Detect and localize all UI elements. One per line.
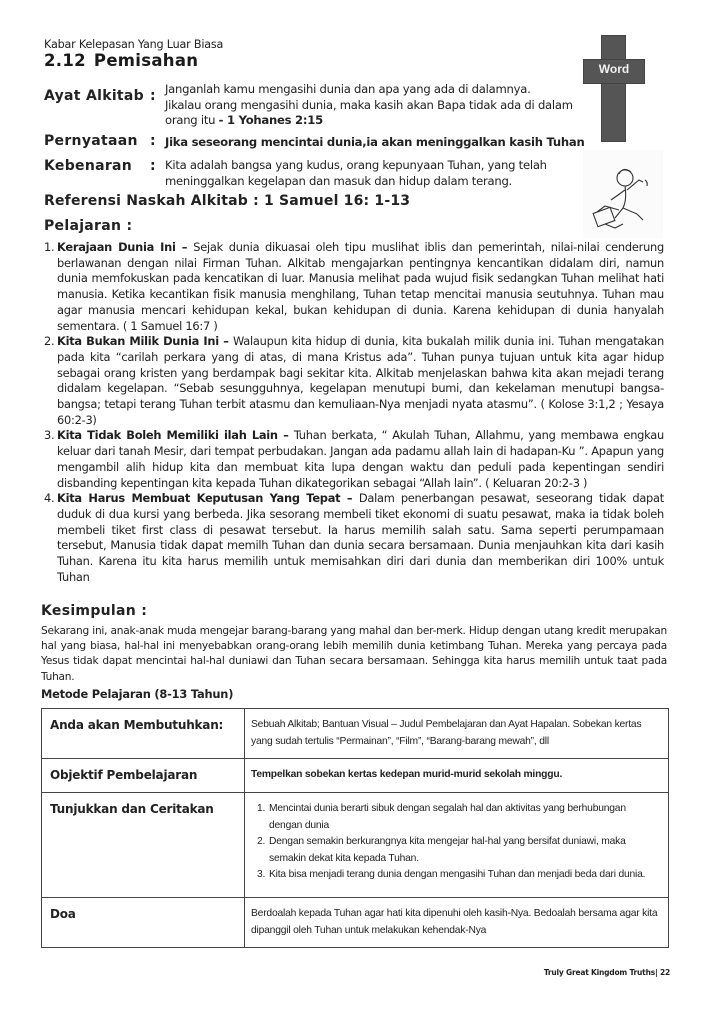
ayat-line-1: Janganlah kamu mengasihi dunia dan apa yang ada di dalamnya.: [165, 82, 531, 96]
list-number: 1.: [257, 803, 266, 814]
table-key: Objektif Pembelajaran: [42, 759, 245, 793]
list-item: [257, 801, 660, 834]
ayat-alkitab-text: [165, 82, 585, 129]
lesson-item-text: Dalam penerbangan pesawat, seseorang tidak dapat duduk di dua kursi yang berbeda. Jika sesorang membeli tiket ekonomi di suatu pesawat, maka ia tidak boleh membeli tiket first class di pesawat tersebut. Ia harus memilih salah satu. Sama seperti perumpamaan tersebut, Manusia tidak dapat memilh Tuhan dan dunia secara bersamaan. Dunia menjauhkan kita dari kasih Tuhan. Karena itu kita harus memilih untuk memisahkan diri dari dunia dan memberikan diri 100% untuk Tuhan: [57, 491, 664, 584]
lesson-number: 1.: [44, 240, 55, 254]
table-value: Tempelkan sobekan kertas kedepan murid-murid sekolah minggu.: [245, 759, 669, 793]
lesson-item-title: Kita Tidak Boleh Memiliki ilah Lain: [57, 428, 278, 443]
ayat-alkitab-label: Ayat Alkitab: [44, 88, 144, 104]
cross-word-icon: [583, 35, 645, 142]
ayat-reference: - 1 Yohanes 2:15: [218, 113, 323, 127]
lesson-title: Pemisahan: [93, 51, 199, 70]
table-value: Sebuah Alkitab; Bantuan Visual – Judul Pembelajaran dan Ayat Hapalan. Sobekan kertas yang sudah tertulis “Permainan”, “Film”, “Barang-barang mewah”, dll: [245, 709, 669, 759]
lesson-number: 4.: [44, 491, 55, 506]
ayat-alkitab-colon: :: [150, 88, 156, 104]
table-row: [42, 898, 669, 948]
list-number: 3.: [257, 869, 266, 880]
table-value: Berdoalah kepada Tuhan agar hati kita dipenuhi oleh kasih-Nya. Bedoalah bersama agar kita dipanggil oleh Tuhan untuk melakukan kehendak-Nya: [245, 898, 669, 948]
table-key: Anda akan Membutuhkan:: [42, 709, 245, 759]
list-text: Mencintai dunia berarti sibuk dengan segalah hal dan aktivitas yang berhubungan dengan dunia: [269, 803, 626, 831]
kesimpulan-heading: Kesimpulan :: [41, 603, 148, 619]
lesson-number: 3.: [44, 428, 55, 443]
lesson-item-text: Walaupun kita hidup di dunia, kita bukalah milik dunia ini. Tuhan mengatakan pada kita “carilah perkara yang di atas, di mana Kristus ada”. Tuhan punya tujuan untuk kita agar hidup sebagai orang kristen yang berdampak bagi sekitar kita. Alkitab menjelaskan bahwa kita akan mejadi terang didalam kegelapan. “Sebab sesungguhnya, kegelapan menutupi bumi, dan kekelaman menutupi bangsa-bangsa; tetapi terang Tuhan terbit atasmu dan kemuliaan-Nya menjadi nyata atasmu”. ( Kolose 3:1,2 ; Yesaya 60:2-3): [57, 334, 664, 427]
ayat-line-3: [165, 113, 585, 129]
page-title: [44, 51, 198, 70]
kebenaran-line-2: meninggalkan kegelapan dan masuk dan hidup dalam terang.: [165, 173, 512, 188]
kebenaran-label: Kebenaran: [44, 158, 133, 174]
lesson-number: 2.: [44, 334, 55, 349]
lesson-dash: –: [175, 240, 194, 254]
word-badge-label: Word: [598, 62, 630, 76]
list-number: 2.: [257, 836, 266, 847]
pernyataan-label: Pernyataan: [44, 133, 138, 149]
lesson-number: 2.12: [44, 51, 86, 70]
book-title: Truly Great Kingdom Truths: [543, 968, 655, 977]
illustration-person-leaving-icon: [583, 150, 663, 238]
kebenaran-line-1: Kita adalah bangsa yang kudus, orang kepunyaan Tuhan, yang telah: [165, 158, 547, 172]
lesson-list: [44, 240, 664, 585]
metode-table: [41, 708, 669, 948]
list-item: [257, 867, 660, 884]
footer-separator: |: [654, 968, 658, 977]
lesson-item: [44, 491, 664, 585]
kebenaran-text: [165, 158, 585, 189]
lesson-item: [44, 240, 664, 334]
lesson-dash: –: [340, 491, 359, 506]
ayat-line-3-text: orang itu: [165, 113, 219, 127]
kebenaran-colon: :: [150, 158, 156, 174]
list-text: Kita bisa menjadi terang dunia dengan mengasihi Tuhan dan menjadi beda dari dunia.: [269, 869, 646, 880]
metode-heading: Metode Pelajaran (8-13 Tahun): [41, 687, 234, 701]
ayat-line-2: Jikalau orang mengasihi dunia, maka kasih akan Bapa tidak ada di dalam: [165, 97, 573, 112]
pelajaran-heading: Pelajaran :: [44, 218, 133, 234]
lesson-item-title: Kita Harus Membuat Keputusan Yang Tepat: [57, 491, 341, 506]
referensi-heading: Referensi Naskah Alkitab : 1 Samuel 16: 1-13: [44, 193, 411, 209]
lesson-item-title: Kerajaan Dunia Ini: [57, 240, 176, 254]
series-title: Kabar Kelepasan Yang Luar Biasa: [44, 38, 224, 51]
table-key: Tunjukkan dan Ceritakan: [42, 793, 245, 898]
page-footer: [544, 968, 670, 977]
page-number: 22: [659, 968, 670, 977]
pernyataan-text: Jika seseorang mencintai dunia,ia akan meninggalkan kasih Tuhan: [165, 135, 585, 149]
lesson-item: [44, 334, 664, 428]
lesson-item-text: Tuhan berkata, “ Akulah Tuhan, Allahmu, yang membawa engkau keluar dari tanah Mesir, dari tempat perbudakan. Jangan ada padamu allah lain di hadapan-Ku ”. Apapun yang mengambil alih hidup kita dan membuat kita lupa dengan waktu dan peduli pada kepentingan sendiri disbanding kepentingan kita kepada Tuhan dikategorikan sebagai “Allah lain”. ( Keluaran 20:2-3 ): [57, 428, 664, 490]
list-text: Dengan semakin berkurangnya kita mengejar hal-hal yang bersifat duniawi, maka semakin dekat kita kepada Tuhan.: [269, 836, 626, 864]
list-item: [257, 834, 660, 867]
table-row: [42, 709, 669, 759]
lesson-item: [44, 428, 664, 491]
table-row: [42, 759, 669, 793]
pernyataan-colon: :: [150, 133, 156, 149]
table-row: [42, 793, 669, 898]
lesson-dash: –: [218, 334, 233, 349]
show-tell-list: [251, 801, 660, 884]
table-key: Doa: [42, 898, 245, 948]
table-value: [245, 793, 669, 898]
lesson-dash: –: [277, 428, 294, 443]
kesimpulan-text: Sekarang ini, anak-anak muda mengejar barang-barang yang mahal dan ber-merk. Hidup dengan utang kredit merupakan hal yang biasa, hal-hal ini menyebabkan orang-orang lebih memilih dunia ketimbang Tuhan. Mereka yang percaya pada Yesus tidak dapat mencintai hal-hal duniawi dan Tuhan secara bersamaan. Sehingga kita harus memilih untuk taat pada Tuhan.: [41, 625, 667, 683]
lesson-item-title: Kita Bukan Milik Dunia Ini: [57, 334, 219, 349]
lesson-item-text: Sejak dunia dikuasai oleh tipu muslihat iblis dan pemerintah, nilai-nilai cenderung berlawanan dengan nilai Firman Tuhan. Alkitab mengajarkan pentingnya kencantikan didalam diri, namun dunia memfokuskan pada kencatikan di luar. Manusia melihat pada wujud fisik sedangkan Tuhan melihat hati manusia. Ketika kecantikan fisik manusia menghilang, Tuhan tetap mencitai manusia seutuhnya. Tuhan mau agar manusia mencari kehidupan kekal, bukan kehidupan di dunia. Karena kehidupan di dunia hanyalah sementara. ( 1 Samuel 16:7 ): [57, 240, 664, 333]
